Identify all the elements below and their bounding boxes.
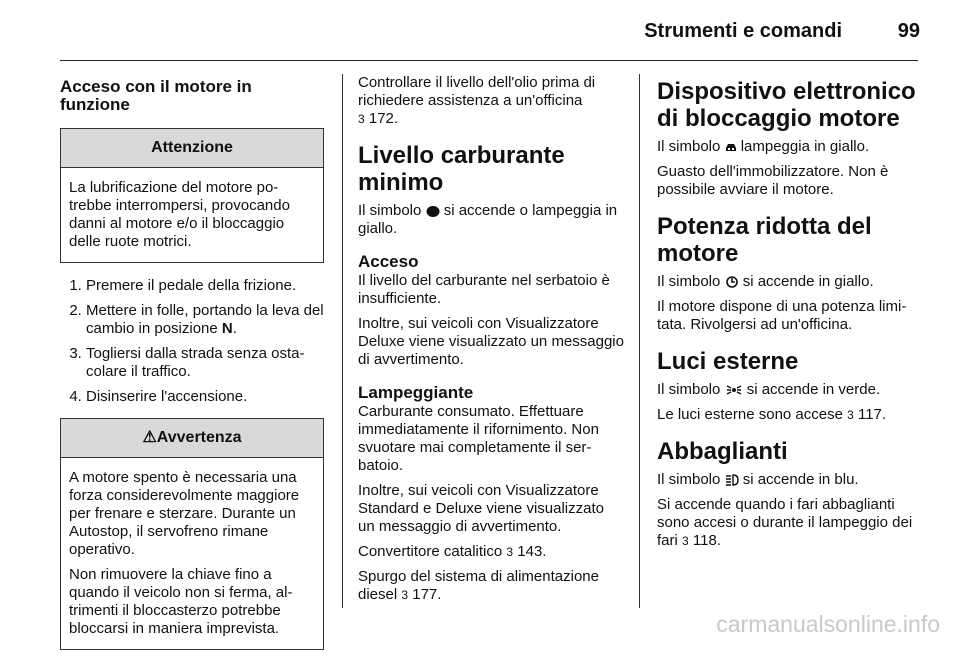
heading-acceso: Acceso: [358, 252, 419, 271]
fuel-level-text: Il simbolo si accende o lampeggia in giallo.: [358, 202, 618, 237]
column-right: [657, 74, 927, 557]
header-rule: [60, 60, 918, 61]
high-beam-symbol-text: Il simbolo si accende in blu.: [657, 471, 859, 488]
page-ref-icon: 3: [506, 545, 514, 559]
immobilizer-car-key-icon: [725, 141, 737, 153]
avvertenza-box: [60, 418, 324, 650]
page-ref-icon: 3: [682, 534, 689, 548]
lampeggiante-paragraph: Carburante consumato. Effettuare immediatamente il rifornimento. Non svuotare mai completamente il serbatoio.: [358, 403, 599, 474]
column-middle: [358, 74, 624, 611]
immobilizer-symbol-text: Il simbolo lampeggia in giallo.: [657, 138, 870, 155]
page-number: 99: [897, 20, 920, 42]
list-item: 3. Togliersi dalla strada senza ostacolare il traffico.: [86, 345, 324, 381]
acceso-paragraph: Il livello del carburante nel serbatoio è insufficiente.: [358, 272, 610, 307]
watermark: carmanualsonline.info: [716, 611, 940, 637]
lampeggiante-paragraph: Inoltre, sui veicoli con Visualizzatore Standard e Deluxe viene visualizzato un messaggio di avvertimento.: [358, 482, 604, 535]
fuel-pump-icon: [426, 205, 440, 218]
heading-immobilizer: Dispositivo elettronico di bloccaggio motore: [657, 78, 916, 132]
page-ref-icon: 3: [401, 588, 409, 602]
heading-fuel-level: Livello carburante minimo: [358, 142, 565, 196]
warning-triangle-icon: ⚠: [142, 429, 157, 446]
exterior-lights-ref: Le luci esterne sono accese 3 117.: [657, 406, 887, 423]
exterior-lights-symbol-text: Il simbolo si accende in verde.: [657, 381, 881, 398]
heading-high-beam: Abbaglianti: [657, 438, 788, 465]
catalytic-converter-ref: Convertitore catalitico 3 143.: [358, 543, 547, 560]
diesel-bleed-ref: Spurgo del sistema di alimentazione diesel 3 177.: [358, 568, 599, 603]
list-item: 2. Mettere in folle, portando la leva del cambio in posizione N.: [86, 302, 324, 338]
heading-lampeggiante: Lampeggiante: [358, 383, 474, 402]
page-ref-icon: 3: [847, 408, 854, 422]
attenzione-box: [60, 128, 324, 263]
gear-position-n: N: [221, 320, 233, 337]
attenzione-box-title: Attenzione: [61, 129, 323, 168]
list-item: 1. Premere il pedale della frizione.: [86, 277, 324, 295]
steps-list: [60, 277, 324, 406]
avvertenza-box-title: ⚠Avvertenza: [61, 419, 323, 458]
reduced-power-symbol-text: Il simbolo si accende in giallo.: [657, 273, 874, 290]
oil-check-text: Controllare il livello dell'olio prima di richiedere assistenza a un'officina 3 172.: [358, 74, 596, 127]
high-beam-ref: Si accende quando i fari abbaglianti sono accesi o durante il lampeggio dei fari 3 118.: [657, 496, 913, 549]
high-beam-icon: [725, 474, 739, 486]
acceso-paragraph: Inoltre, sui veicoli con Visualizzatore Deluxe viene visualizzato un messaggio di avvertimento.: [358, 315, 624, 368]
heading-reduced-power: Potenza ridotta del motore: [657, 213, 872, 267]
header-title: Strumenti e comandi: [644, 20, 842, 42]
column-divider-1: [342, 74, 343, 608]
column-divider-2: [639, 74, 640, 608]
page-ref-icon: 3: [358, 112, 365, 126]
reduced-power-text: Il motore dispone di una potenza limitata. Rivolgersi ad un'officina.: [657, 298, 907, 333]
attenzione-box-text: La lubrificazione del motore potrebbe interrompersi, provocando danni al motore e/o il bloccaggio delle ruote motrici.: [69, 179, 290, 250]
heading-exterior-lights: Luci esterne: [657, 348, 799, 375]
avvertenza-paragraph: A motore spento è necessaria una forza considerevolmente maggiore per frenare e sterzare. Durante un Autostop, il servofreno rimane operativo.: [69, 469, 300, 558]
avvertenza-paragraph: Non rimuovere la chiave fino a quando il veicolo non si ferma, altrimenti il bloccasterzo potrebbe bloccarsi in maniera imprevista.: [69, 566, 293, 637]
column-left: [60, 74, 324, 662]
section-title-engine-running: Acceso con il motore in funzione: [60, 77, 252, 114]
reduced-power-engine-icon: [725, 275, 739, 289]
list-item: 4. Disinserire l'accensione.: [86, 388, 324, 406]
immobilizer-fault-text: Guasto dell'immobilizzatore. Non è possibile avviare il motore.: [657, 163, 889, 198]
exterior-lights-icon: [725, 384, 743, 396]
